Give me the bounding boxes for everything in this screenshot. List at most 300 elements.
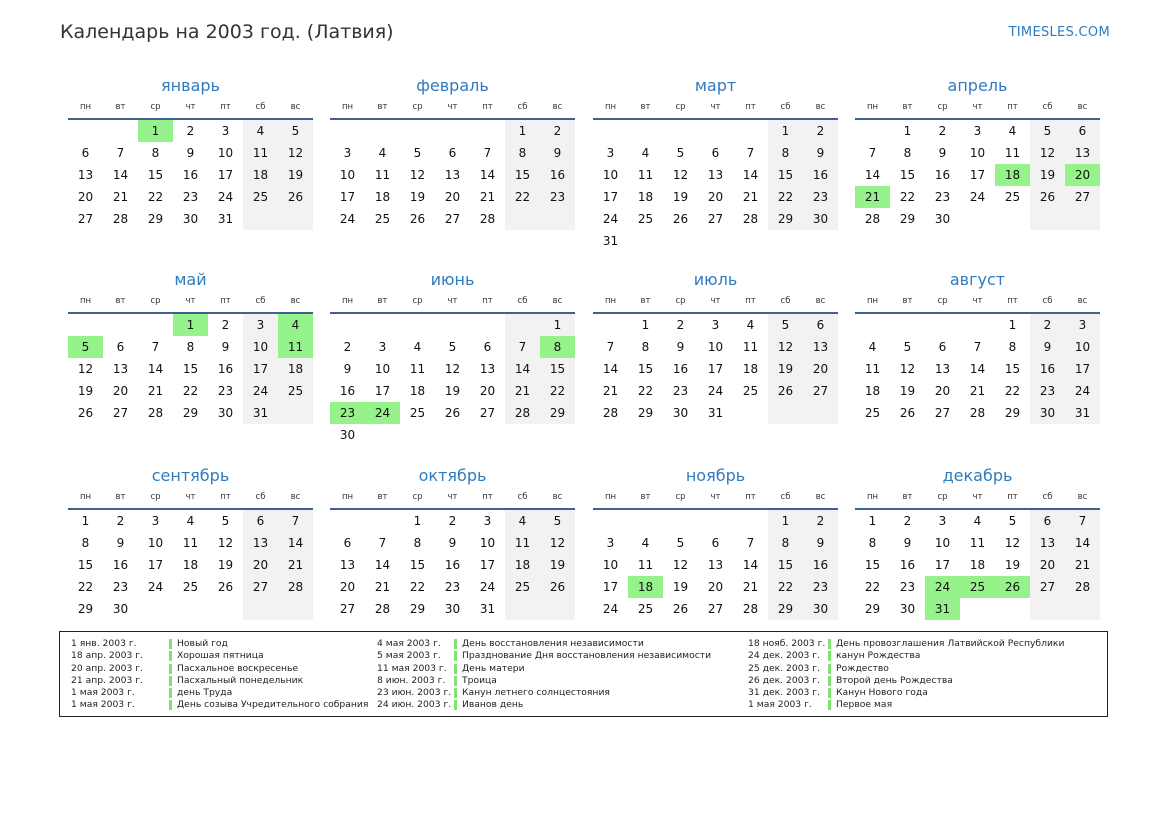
legend-name: Второй день Рождества [836, 674, 953, 686]
legend-date: 1 мая 2003 г. [71, 699, 135, 711]
day-cell: 30 [217, 406, 234, 420]
day-cell: 29 [899, 212, 916, 226]
day-cell: 29 [777, 602, 794, 616]
day-cell: 25 [864, 406, 881, 420]
legend-name: Троица [462, 674, 497, 686]
day-cell: 24 [602, 212, 619, 226]
legend-date: 31 дек. 2003 г. [748, 687, 821, 699]
day-cell: 21 [287, 558, 304, 572]
day-cell: 25 [514, 580, 531, 594]
day-cell: 19 [77, 384, 94, 398]
day-cell: 4 [1008, 124, 1017, 138]
legend-name: Пасхальный понедельник [177, 674, 304, 686]
day-cell: 19 [1039, 168, 1056, 182]
day-cell: 6 [343, 536, 352, 550]
day-cell: 20 [479, 384, 496, 398]
day-cell: 9 [938, 146, 947, 160]
day-cell: 13 [1039, 536, 1056, 550]
day-cell: 29 [637, 406, 654, 420]
weekday-header [855, 102, 1100, 114]
weekday-label: пт [745, 492, 756, 502]
weekday-label: ср [675, 296, 686, 306]
day-cell: 29 [409, 602, 426, 616]
weekday-label: пн [79, 102, 92, 112]
day-cell: 9 [553, 146, 562, 160]
day-cell: 19 [672, 580, 689, 594]
month-name: декабрь [942, 466, 1013, 485]
weekday-label: пт [220, 102, 231, 112]
day-cell: 1 [781, 514, 790, 528]
day-cell: 1 [903, 124, 912, 138]
legend-marker [454, 700, 457, 710]
day-cell: 26 [549, 580, 566, 594]
day-cell: 11 [742, 340, 759, 354]
day-cell: 19 [672, 190, 689, 204]
day-cell: 15 [409, 558, 426, 572]
weekday-label: чт [185, 296, 196, 306]
day-cell: 16 [899, 558, 916, 572]
legend-date: 1 янв. 2003 г. [71, 638, 137, 649]
day-cell: 21 [112, 190, 129, 204]
day-cell: 2 [816, 514, 825, 528]
day-cell: 5 [676, 536, 685, 550]
days-grid [855, 120, 1100, 252]
day-cell: 28 [112, 212, 129, 226]
day-cell: 4 [641, 146, 650, 160]
holiday-day: 24 [925, 576, 960, 598]
day-cell: 8 [151, 146, 160, 160]
weekday-header [593, 492, 838, 504]
legend-marker [454, 688, 457, 698]
weekday-label: вт [115, 102, 126, 112]
day-cell: 3 [938, 514, 947, 528]
day-cell: 4 [973, 514, 982, 528]
month-name: январь [161, 76, 220, 95]
day-cell: 21 [374, 580, 391, 594]
day-cell: 26 [444, 406, 461, 420]
day-cell: 19 [444, 384, 461, 398]
legend-marker [169, 676, 172, 686]
day-cell: 18 [514, 558, 531, 572]
day-cell: 28 [374, 602, 391, 616]
day-cell: 22 [77, 580, 94, 594]
day-cell: 26 [77, 406, 94, 420]
day-cell: 18 [287, 362, 304, 376]
legend-marker [169, 688, 172, 698]
day-cell: 1 [641, 318, 650, 332]
day-cell: 3 [973, 124, 982, 138]
weekday-label: чт [185, 492, 196, 502]
day-cell: 13 [479, 362, 496, 376]
month-name: июль [693, 270, 738, 289]
legend-marker [828, 651, 831, 661]
day-cell: 14 [514, 362, 531, 376]
day-cell: 24 [252, 384, 269, 398]
day-cell: 1 [553, 318, 562, 332]
legend-marker [169, 664, 172, 674]
day-cell: 16 [182, 168, 199, 182]
legend-date: 24 июн. 2003 г. [377, 699, 452, 711]
month-name: сентябрь [151, 466, 230, 485]
day-cell: 12 [77, 362, 94, 376]
day-cell: 1 [81, 514, 90, 528]
day-cell: 19 [409, 190, 426, 204]
day-cell: 31 [1074, 406, 1091, 420]
day-cell: 16 [672, 362, 689, 376]
days-grid [68, 510, 313, 642]
day-cell: 2 [676, 318, 685, 332]
day-cell: 3 [343, 146, 352, 160]
legend-name: Канун летнего солнцестояния [462, 687, 610, 699]
day-cell: 15 [777, 168, 794, 182]
holiday-day: 18 [628, 576, 663, 598]
day-cell: 1 [868, 514, 877, 528]
weekday-label: пн [604, 296, 617, 306]
day-cell: 28 [864, 212, 881, 226]
day-cell: 21 [742, 580, 759, 594]
day-cell: 17 [602, 580, 619, 594]
day-cell: 20 [934, 384, 951, 398]
weekday-label: вт [115, 296, 126, 306]
day-cell: 30 [339, 428, 356, 442]
day-cell: 2 [343, 340, 352, 354]
day-cell: 19 [1004, 558, 1021, 572]
day-cell: 15 [147, 168, 164, 182]
day-cell: 20 [812, 362, 829, 376]
day-cell: 28 [1074, 580, 1091, 594]
legend-marker [828, 688, 831, 698]
weekday-label: сб [1042, 492, 1053, 502]
day-cell: 9 [448, 536, 457, 550]
legend-name: Новый год [177, 638, 228, 649]
day-cell: 10 [602, 558, 619, 572]
day-cell: 13 [252, 536, 269, 550]
day-cell: 9 [816, 146, 825, 160]
day-cell: 20 [444, 190, 461, 204]
weekday-label: сб [255, 296, 266, 306]
day-cell: 11 [409, 362, 426, 376]
day-cell: 13 [77, 168, 94, 182]
day-cell: 21 [742, 190, 759, 204]
day-cell: 11 [1004, 146, 1021, 160]
weekday-label: пт [1007, 296, 1018, 306]
weekday-label: пт [482, 296, 493, 306]
day-cell: 27 [1039, 580, 1056, 594]
days-grid [330, 120, 575, 252]
day-cell: 6 [1043, 514, 1052, 528]
day-cell: 8 [518, 146, 527, 160]
weekday-label: пн [341, 102, 354, 112]
legend-name: Иванов день [462, 699, 524, 711]
day-cell: 18 [637, 190, 654, 204]
day-cell: 8 [868, 536, 877, 550]
day-cell: 7 [746, 146, 755, 160]
day-cell: 23 [182, 190, 199, 204]
day-cell: 6 [483, 340, 492, 354]
day-cell: 3 [483, 514, 492, 528]
day-cell: 13 [812, 340, 829, 354]
weekday-label: ср [937, 102, 948, 112]
day-cell: 25 [287, 384, 304, 398]
day-cell: 12 [777, 340, 794, 354]
day-cell: 17 [374, 384, 391, 398]
day-cell: 29 [549, 406, 566, 420]
weekday-label: вс [815, 102, 826, 112]
day-cell: 25 [742, 384, 759, 398]
day-cell: 7 [151, 340, 160, 354]
weekday-label: пн [866, 102, 879, 112]
day-cell: 15 [1004, 362, 1021, 376]
holiday-day: 20 [1065, 164, 1100, 186]
legend-name: Хорошая пятница [177, 650, 264, 662]
weekday-label: сб [780, 102, 791, 112]
weekday-label: чт [447, 102, 458, 112]
day-cell: 27 [444, 212, 461, 226]
weekday-header [855, 492, 1100, 504]
day-cell: 12 [672, 168, 689, 182]
holiday-day: 21 [855, 186, 890, 208]
day-cell: 28 [969, 406, 986, 420]
weekday-label: вс [552, 296, 563, 306]
legend-marker [454, 651, 457, 661]
weekday-label: вс [290, 102, 301, 112]
day-cell: 20 [339, 580, 356, 594]
day-cell: 8 [186, 340, 195, 354]
day-cell: 25 [182, 580, 199, 594]
days-grid [68, 314, 313, 446]
weekday-label: пт [220, 296, 231, 306]
weekday-label: вт [377, 102, 388, 112]
day-cell: 2 [116, 514, 125, 528]
day-cell: 2 [1043, 318, 1052, 332]
day-cell: 3 [711, 318, 720, 332]
day-cell: 14 [112, 168, 129, 182]
day-cell: 19 [217, 558, 234, 572]
day-cell: 16 [339, 384, 356, 398]
day-cell: 11 [182, 536, 199, 550]
day-cell: 16 [112, 558, 129, 572]
day-cell: 25 [252, 190, 269, 204]
site-link[interactable]: TIMESLES.COM [1008, 25, 1110, 40]
weekday-header [68, 296, 313, 308]
weekday-label: вт [377, 296, 388, 306]
weekday-label: вс [1077, 492, 1088, 502]
day-cell: 5 [553, 514, 562, 528]
day-cell: 29 [147, 212, 164, 226]
day-cell: 14 [969, 362, 986, 376]
month-name: февраль [416, 76, 489, 95]
weekday-label: пт [745, 102, 756, 112]
weekday-label: пн [341, 492, 354, 502]
day-cell: 6 [816, 318, 825, 332]
day-cell: 6 [711, 146, 720, 160]
day-cell: 30 [444, 602, 461, 616]
day-cell: 7 [116, 146, 125, 160]
weekday-label: пт [1007, 102, 1018, 112]
day-cell: 14 [147, 362, 164, 376]
day-cell: 23 [812, 190, 829, 204]
day-cell: 18 [182, 558, 199, 572]
month-name: март [694, 76, 737, 95]
day-cell: 12 [217, 536, 234, 550]
day-cell: 18 [409, 384, 426, 398]
days-grid [593, 120, 838, 252]
day-cell: 14 [479, 168, 496, 182]
day-cell: 1 [413, 514, 422, 528]
legend-marker [169, 639, 172, 649]
legend-marker [454, 676, 457, 686]
month-name: май [174, 270, 207, 289]
day-cell: 24 [969, 190, 986, 204]
day-cell: 26 [672, 212, 689, 226]
legend-name: Первое мая [836, 699, 893, 711]
day-cell: 15 [514, 168, 531, 182]
days-grid [855, 314, 1100, 446]
weekday-label: пн [866, 492, 879, 502]
day-cell: 21 [479, 190, 496, 204]
weekday-label: пн [79, 492, 92, 502]
day-cell: 13 [444, 168, 461, 182]
day-cell: 26 [409, 212, 426, 226]
weekday-label: сб [517, 102, 528, 112]
day-cell: 30 [812, 212, 829, 226]
day-cell: 16 [1039, 362, 1056, 376]
weekday-label: чт [710, 102, 721, 112]
weekday-label: ср [150, 102, 161, 112]
day-cell: 27 [339, 602, 356, 616]
day-cell: 22 [1004, 384, 1021, 398]
day-cell: 25 [1004, 190, 1021, 204]
weekday-label: чт [710, 296, 721, 306]
legend-date: 26 дек. 2003 г. [748, 674, 821, 686]
day-cell: 14 [864, 168, 881, 182]
day-cell: 5 [1008, 514, 1017, 528]
legend-date: 1 мая 2003 г. [748, 699, 812, 711]
day-cell: 7 [973, 340, 982, 354]
day-cell: 17 [217, 168, 234, 182]
day-cell: 24 [1074, 384, 1091, 398]
weekday-label: пн [866, 296, 879, 306]
legend-marker [828, 700, 831, 710]
day-cell: 24 [339, 212, 356, 226]
weekday-label: вт [377, 492, 388, 502]
day-cell: 3 [151, 514, 160, 528]
day-cell: 16 [812, 168, 829, 182]
weekday-label: ср [937, 492, 948, 502]
weekday-label: пн [604, 492, 617, 502]
day-cell: 19 [899, 384, 916, 398]
weekday-label: вт [640, 296, 651, 306]
weekday-label: вс [290, 492, 301, 502]
day-cell: 6 [256, 514, 265, 528]
legend-name: Канун Нового года [836, 687, 928, 699]
day-cell: 3 [606, 536, 615, 550]
day-cell: 23 [812, 580, 829, 594]
day-cell: 2 [221, 318, 230, 332]
day-cell: 22 [182, 384, 199, 398]
day-cell: 17 [1074, 362, 1091, 376]
day-cell: 24 [707, 384, 724, 398]
day-cell: 14 [602, 362, 619, 376]
day-cell: 30 [812, 602, 829, 616]
day-cell: 22 [777, 580, 794, 594]
legend-name: День восстановления независимости [462, 638, 644, 649]
weekday-label: ср [412, 296, 423, 306]
day-cell: 6 [448, 146, 457, 160]
days-grid [330, 510, 575, 642]
holiday-day: 8 [540, 336, 575, 358]
day-cell: 22 [637, 384, 654, 398]
day-cell: 13 [1074, 146, 1091, 160]
day-cell: 30 [934, 212, 951, 226]
weekday-label: пт [745, 296, 756, 306]
day-cell: 26 [1039, 190, 1056, 204]
weekday-label: ср [150, 492, 161, 502]
day-cell: 12 [672, 558, 689, 572]
day-cell: 29 [864, 602, 881, 616]
day-cell: 10 [707, 340, 724, 354]
weekday-header [330, 102, 575, 114]
day-cell: 7 [606, 340, 615, 354]
weekday-label: вт [902, 492, 913, 502]
day-cell: 2 [448, 514, 457, 528]
day-cell: 2 [938, 124, 947, 138]
day-cell: 11 [969, 536, 986, 550]
day-cell: 22 [409, 580, 426, 594]
day-cell: 31 [602, 234, 619, 248]
weekday-header [330, 492, 575, 504]
day-cell: 11 [252, 146, 269, 160]
day-cell: 21 [147, 384, 164, 398]
day-cell: 31 [479, 602, 496, 616]
day-cell: 27 [252, 580, 269, 594]
holiday-day: 11 [278, 336, 313, 358]
day-cell: 10 [147, 536, 164, 550]
day-cell: 28 [147, 406, 164, 420]
days-grid [593, 314, 838, 446]
day-cell: 9 [816, 536, 825, 550]
day-cell: 6 [938, 340, 947, 354]
day-cell: 25 [637, 602, 654, 616]
day-cell: 7 [868, 146, 877, 160]
weekday-label: пн [79, 296, 92, 306]
day-cell: 5 [1043, 124, 1052, 138]
weekday-label: вс [815, 296, 826, 306]
weekday-header [593, 102, 838, 114]
day-cell: 9 [186, 146, 195, 160]
day-cell: 21 [514, 384, 531, 398]
day-cell: 10 [252, 340, 269, 354]
day-cell: 19 [287, 168, 304, 182]
day-cell: 23 [112, 580, 129, 594]
day-cell: 1 [1008, 318, 1017, 332]
day-cell: 4 [186, 514, 195, 528]
day-cell: 26 [217, 580, 234, 594]
weekday-label: ср [412, 492, 423, 502]
weekday-label: чт [447, 296, 458, 306]
holiday-day: 18 [995, 164, 1030, 186]
day-cell: 30 [672, 406, 689, 420]
day-cell: 14 [742, 558, 759, 572]
day-cell: 24 [602, 602, 619, 616]
day-cell: 14 [742, 168, 759, 182]
day-cell: 17 [252, 362, 269, 376]
day-cell: 28 [514, 406, 531, 420]
weekday-label: чт [972, 102, 983, 112]
weekday-label: вт [902, 296, 913, 306]
day-cell: 28 [602, 406, 619, 420]
weekday-label: чт [972, 296, 983, 306]
